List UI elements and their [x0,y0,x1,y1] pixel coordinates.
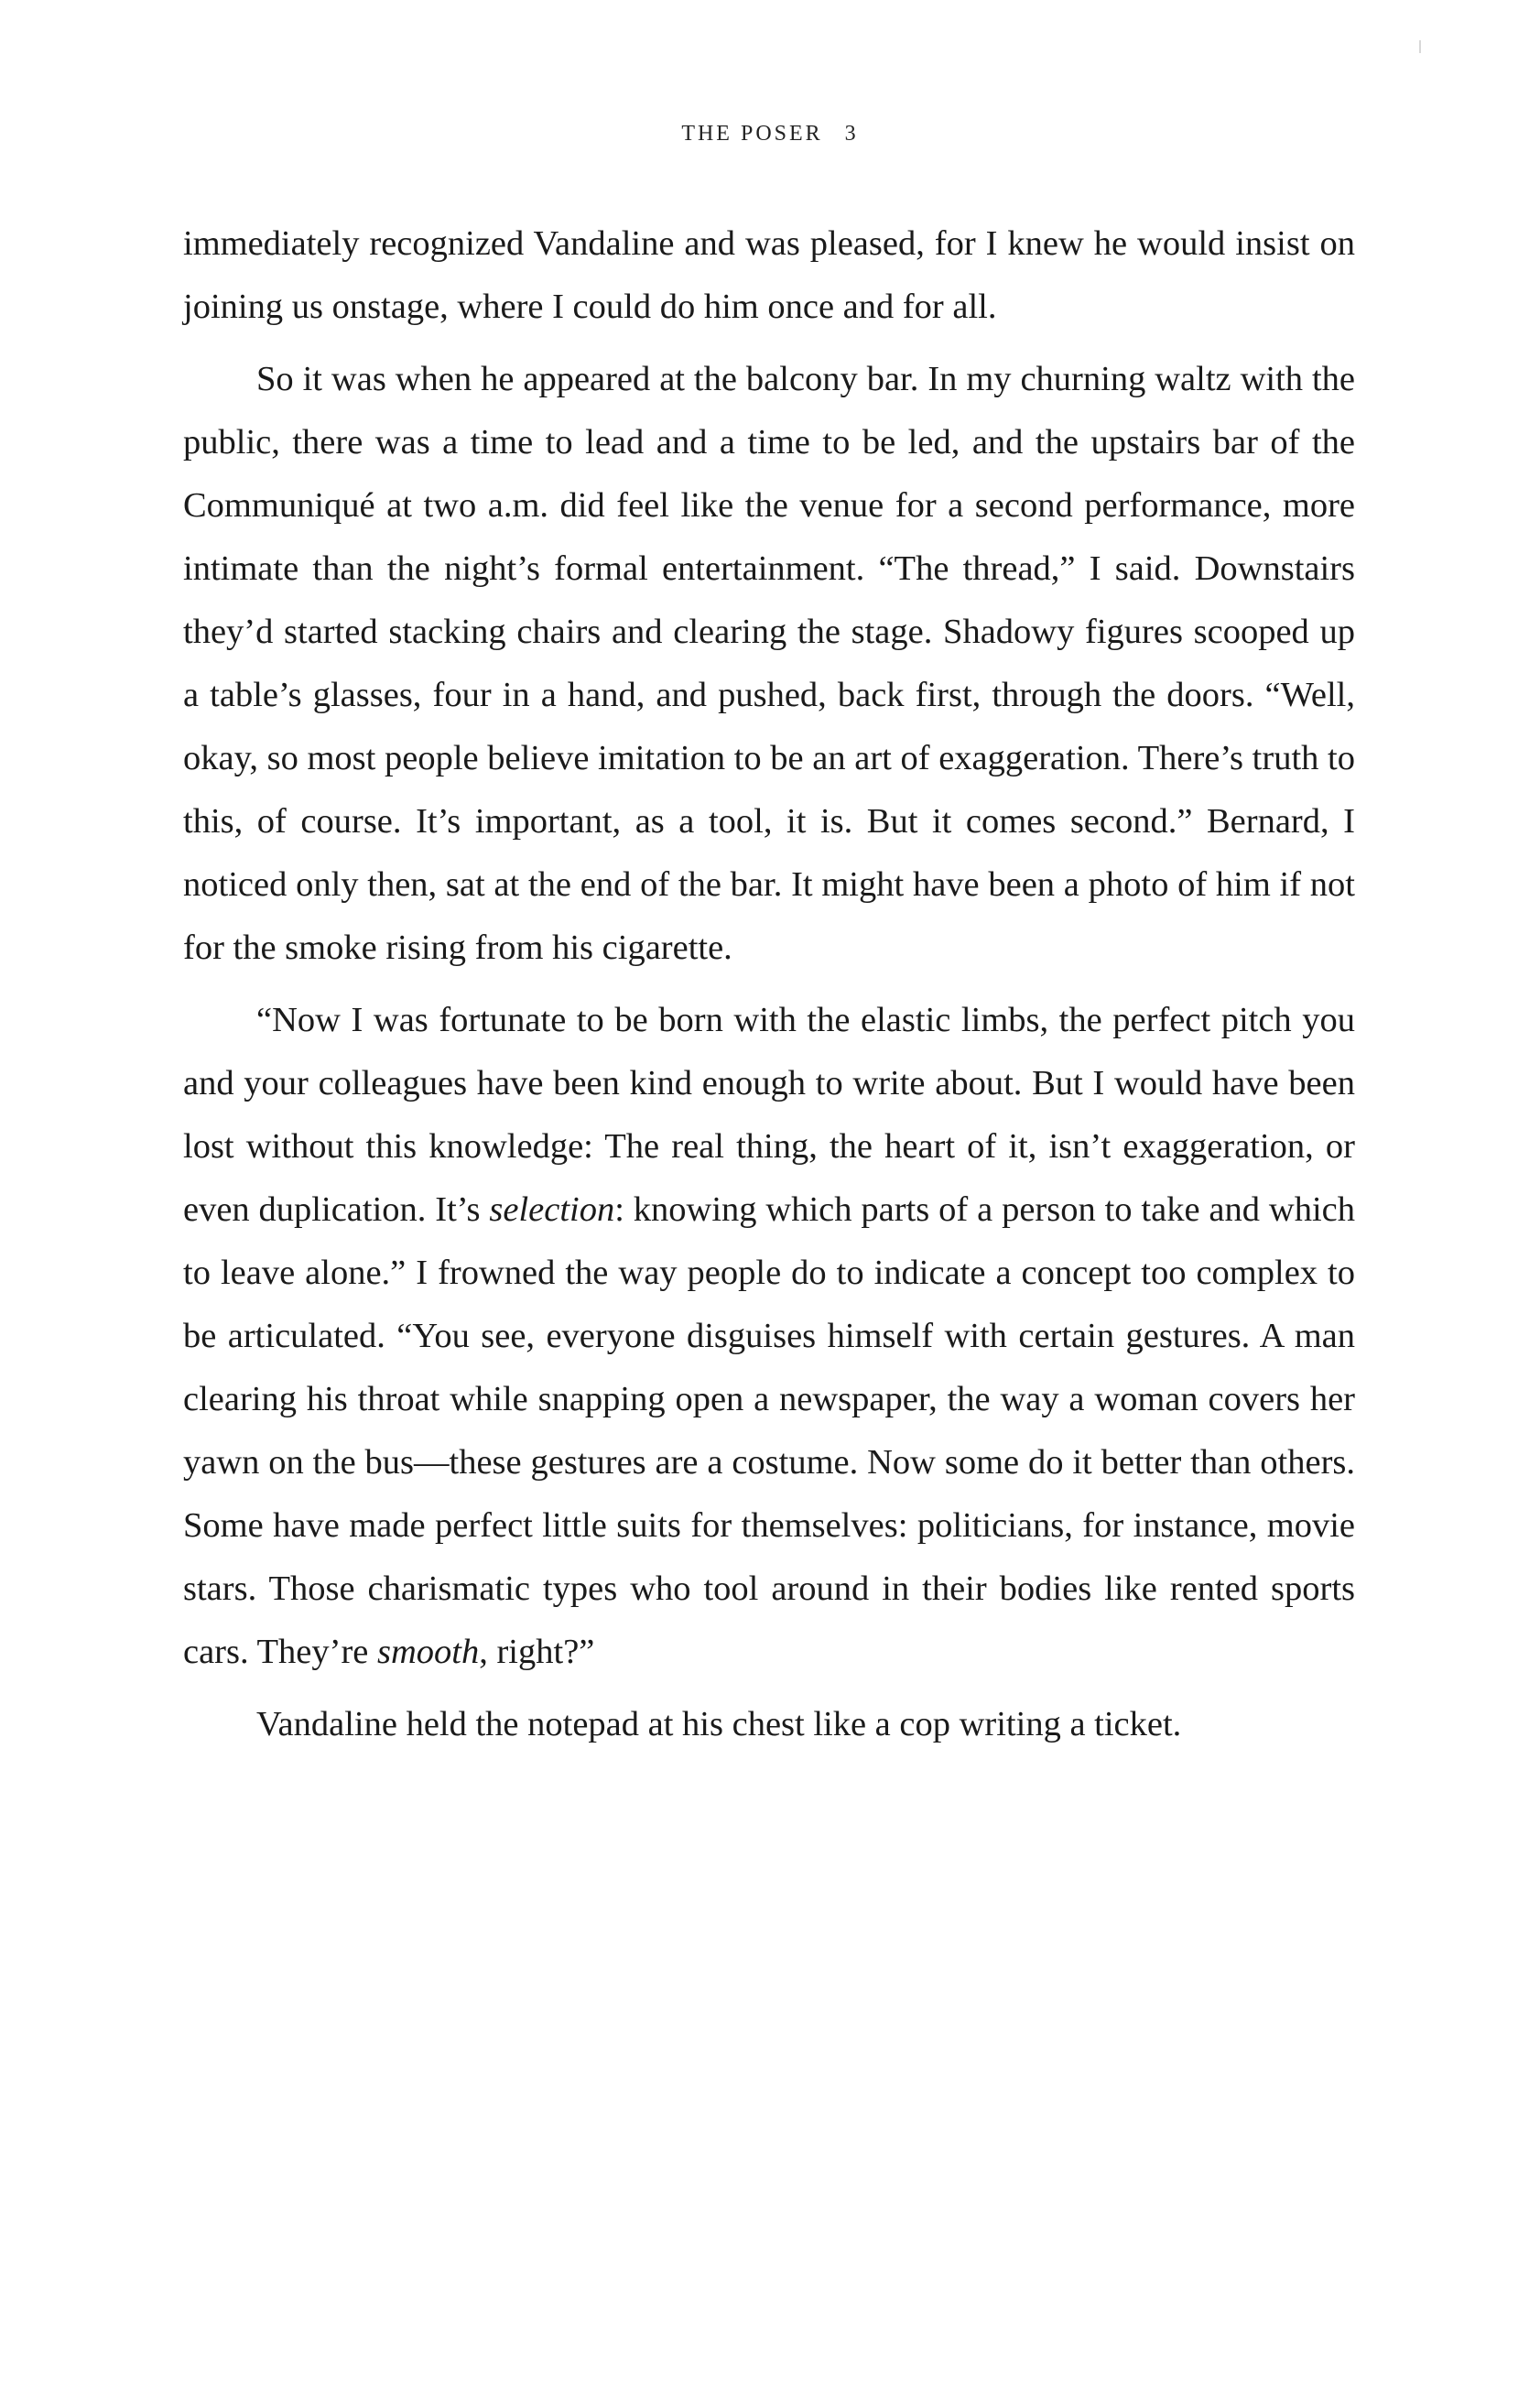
running-head [0,114,1540,154]
paragraph-1 [183,212,1355,339]
paragraph-1-text: immediately recognized Vandaline and was pleased, for I knew he would insist on joining us onstage, where I could do him once and for all. [183,224,1355,326]
page-number: 3 [844,122,859,146]
running-head-title: THE POSER [681,122,823,146]
paragraph-3-text-b: : knowing which parts of a person to take and which to leave alone.” I frowned the way people do to indicate a concept too complex to be articulated. “You see, everyone disguises himself with certain gestures. A man clearing his throat while snapping open a newspaper, the way a woman covers her yawn on the bus—these gestures are a costume. Now some do it better than others. Some have made perfect little suits for themselves: politicians, for instance, movie stars. Those charismatic types who tool around in their bodies like rented sports cars. They’re [183,1190,1355,1671]
paragraph-4 [183,1693,1355,1756]
paragraph-2 [183,348,1355,980]
paragraph-4-text: Vandaline held the notepad at his chest like a cop writing a ticket. [256,1705,1182,1743]
paragraph-3 [183,989,1355,1684]
paragraph-3-text-c: , right?” [479,1633,595,1671]
paragraph-3-italic-selection: selection [489,1190,615,1229]
body-text [183,212,1355,1756]
paragraph-3-italic-smooth: smooth [377,1633,480,1671]
paragraph-3-text-a: “Now I was fortunate to be born with the elastic limbs, the perfect pitch you and your colleagues have been kind enough to write about. But I would have been lost without this knowledge: The real thing, the heart of it, isn’t exaggeration, or even duplication. It’s [183,1001,1355,1229]
paragraph-2-text: So it was when he appeared at the balcony bar. In my churning waltz with the public, there was a time to lead and a time to be led, and the upstairs bar of the Communiqué at two a.m. did feel like the venue for a second performance, more intimate than the night’s formal entertainment. “The thread,” I said. Downstairs they’d started stacking chairs and clearing the stage. Shadowy figures scooped up a table’s glasses, four in a hand, and pushed, back first, through the doors. “Well, okay, so most people believe imitation to be an art of exaggeration. There’s truth to this, of course. It’s important, as a tool, it is. But it comes second.” Bernard, I noticed only then, sat at the end of the bar. It might have been a photo of him if not for the smoke rising from his cigarette. [183,360,1355,967]
scan-mark [1419,40,1421,53]
